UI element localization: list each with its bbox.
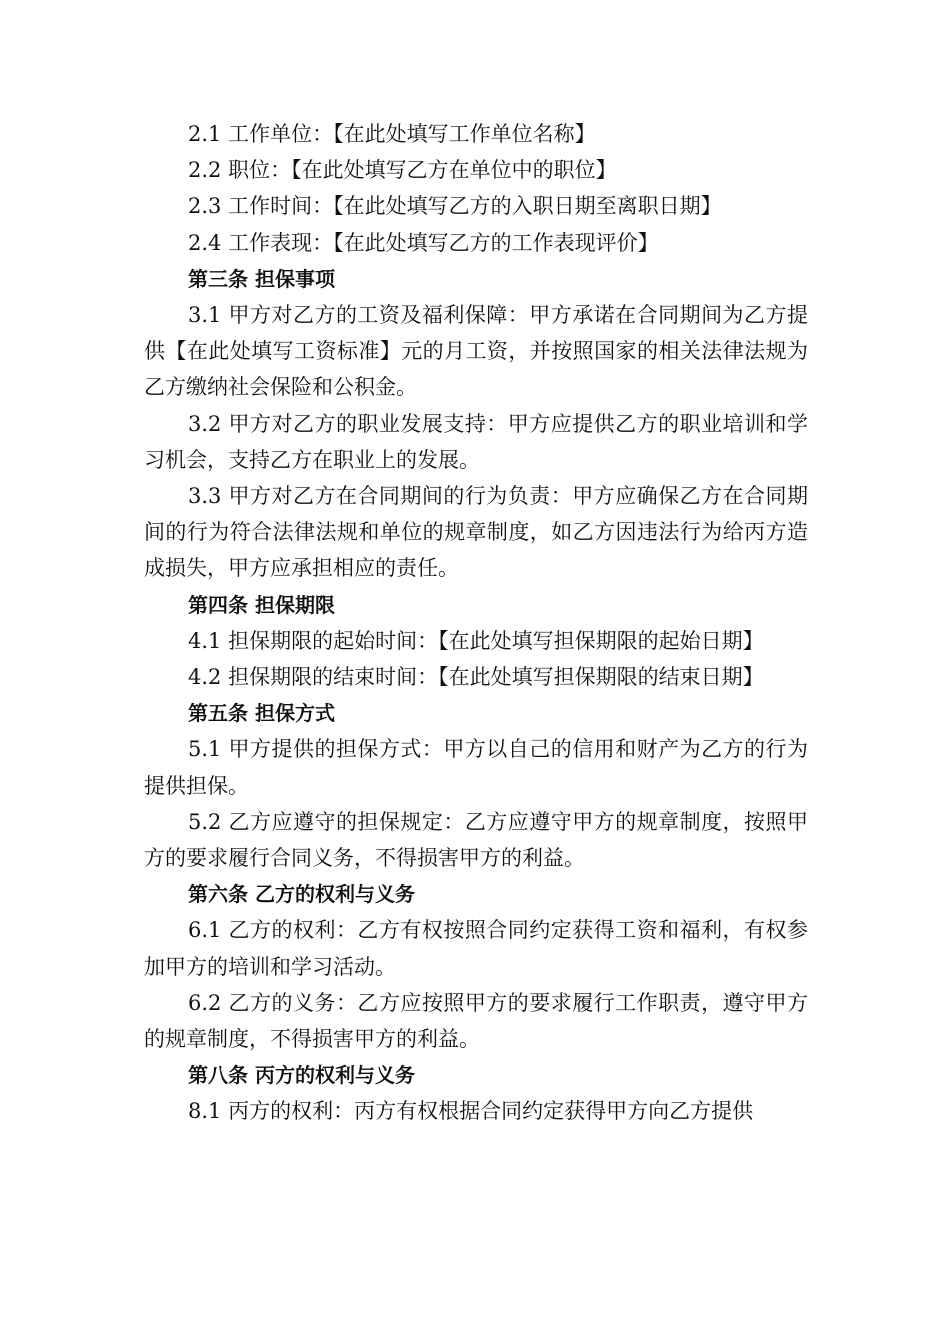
clause-2-1: 2.1 工作单位：【在此处填写工作单位名称】	[188, 122, 596, 146]
clause-2-4: 2.4 工作表现：【在此处填写乙方的工作表现评价】	[188, 230, 659, 255]
clause-3-3: 3.3 甲方对乙方在合同期间的行为负责：甲方应确保乙方在合同期间的行为符合法律法规和单位的规章制度，如乙方因违法行为给丙方造成损失，甲方应承担相应的责任。	[144, 484, 808, 581]
document-body	[144, 116, 808, 1130]
section-heading-6: 第六条 乙方的权利与义务	[188, 882, 415, 907]
clause-2-3: 2.3 工作时间：【在此处填写乙方的入职日期至离职日期】	[188, 194, 722, 219]
clause-3-2: 3.2 甲方对乙方的职业发展支持：甲方应提供乙方的职业培训和学习机会，支持乙方在职业上的发展。	[144, 411, 808, 472]
clause-5-2: 5.2 乙方应遵守的担保规定：乙方应遵守甲方的规章制度，按照甲方的要求履行合同义务，不得损害甲方的利益。	[144, 809, 808, 871]
clause-4-2: 4.2 担保期限的结束时间：【在此处填写担保期限的结束日期】	[188, 665, 764, 690]
section-heading-5: 第五条 担保方式	[188, 701, 335, 726]
clause-4-1: 4.1 担保期限的起始时间：【在此处填写担保期限的起始日期】	[188, 628, 764, 653]
clause-6-2: 6.2 乙方的义务：乙方应按照甲方的要求履行工作职责，遵守甲方的规章制度，不得损害甲方的利益。	[144, 990, 808, 1052]
clause-3-1: 3.1 甲方对乙方的工资及福利保障：甲方承诺在合同期间为乙方提供【在此处填写工资标准】元的月工资，并按照国家的相关法律法规为乙方缴纳社会保险和公积金。	[144, 303, 808, 400]
clause-5-1: 5.1 甲方提供的担保方式：甲方以自己的信用和财产为乙方的行为提供担保。	[144, 737, 808, 798]
section-heading-3: 第三条 担保事项	[188, 266, 335, 291]
section-heading-4: 第四条 担保期限	[188, 592, 335, 617]
clause-8-1: 8.1 丙方的权利：丙方有权根据合同约定获得甲方向乙方提供	[188, 1099, 754, 1124]
clause-2-2: 2.2 职位：【在此处填写乙方在单位中的职位】	[188, 158, 617, 183]
clause-6-1: 6.1 乙方的权利：乙方有权按照合同约定获得工资和福利，有权参加甲方的培训和学习活动。	[144, 918, 808, 979]
section-heading-8: 第八条 丙方的权利与义务	[188, 1063, 415, 1088]
